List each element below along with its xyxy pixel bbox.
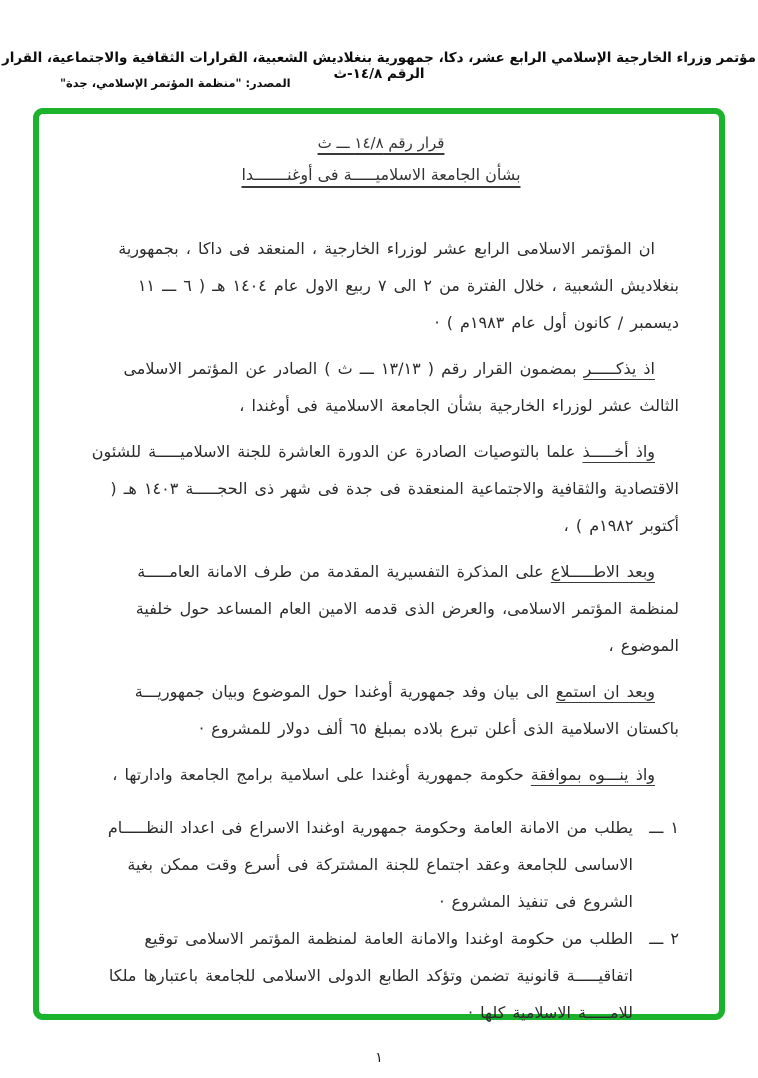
document-page [39, 114, 719, 1031]
paragraph-lead: وبعد ان استمع [555, 682, 655, 701]
body-paragraph-preamble [83, 230, 679, 341]
body-paragraph-recalling [83, 350, 679, 424]
header-source: المصدر: "منظمة المؤتمر الإسلامي، جدة" [60, 76, 291, 90]
paragraph-lead: واذ أخـــــذ [582, 442, 655, 461]
paragraph-text: حكومة جمهورية أوغندا على اسلامية برامج الجامعة وادارتها ، [112, 765, 531, 784]
paragraph-lead: اذ يذكـــــر [583, 359, 655, 378]
resolution-item-2 [83, 920, 679, 1031]
resolution-number-title: قرار رقم ١٤/٨ ـــ ث [317, 134, 445, 152]
body-paragraph-appreciating [83, 756, 679, 793]
document-frame [33, 108, 725, 1020]
item-number: ٢ ـــ [649, 929, 679, 948]
body-paragraph-having-reviewed [83, 553, 679, 664]
item-text: الطلب من حكومة اوغندا والامانة العامة لمنظمة المؤتمر الاسلامى توقيع اتفاقيـــــة قانونية تضمن وتؤكد الطابع الدولى الاسلامى للجامعة باعتبارها ملكا للامـــــة الاسلامية كلها · [108, 929, 633, 1022]
document-body [83, 230, 679, 1031]
item-text: يطلب من الامانة العامة وحكومة جمهورية اوغندا الاسراع فى اعداد النظـــــام الاساسى للجامعة وعقد اجتماع للجنة المشتركة فى أسرع وقت ممكن بغية الشروع فى تنفيذ المشروع · [107, 818, 633, 911]
page-number: ١ [375, 1050, 383, 1066]
paragraph-text: علما بالتوصيات الصادرة عن الدورة العاشرة للجنة الاسلاميـــــة للشئون الاقتصادية والثقافية والاجتماعية المنعقدة فى جدة فى شهر ذى الحجـــــة ١٤٠٣ هـ ( أكتوبر ١٩٨٢م ) ، [91, 442, 679, 535]
resolution-item-1 [83, 809, 679, 920]
paragraph-text: على المذكرة التفسيرية المقدمة من طرف الامانة العامـــــة لمنظمة المؤتمر الاسلامى، والعرض الذى قدمه الامين العام المساعد حول خلفية الموضوع ، [135, 562, 679, 655]
paragraph-lead: وبعد الاطـــــلاع [550, 562, 655, 581]
body-paragraph-having-heard [83, 673, 679, 747]
item-number: ١ ـــ [649, 818, 679, 837]
resolution-subject-title: بشأن الجامعة الاسلاميـــــة فى أوغنـــــــدا [241, 165, 521, 184]
body-paragraph-noting [83, 433, 679, 544]
paragraph-text: بمضمون القرار رقم ( ١٣/١٣ ـــ ث ) الصادر عن المؤتمر الاسلامى الثالث عشر لوزراء الخارجية بشأن الجامعة الاسلامية فى أوغندا ، [123, 359, 679, 415]
paragraph-lead: واذ ينـــوه بموافقة [530, 765, 655, 784]
header-citation: مؤتمر وزراء الخارجية الإسلامي الرابع عشر، دكا، جمهورية بنغلاديش الشعبية، القرارات الثقافية والاجتماعية، القرار الرقم ١٤/٨-ث [1, 50, 757, 82]
paragraph-text: ان المؤتمر الاسلامى الرابع عشر لوزراء الخارجية ، المنعقد فى داكا ، بجمهورية بنغلاديش الشعبية ، خلال الفترة من ٢ الى ٧ ربيع الاول عام ١٤٠٤ هـ ( ٦ ـــ ١١ ديسمبر / كانون أول عام ١٩٨٣م ) · [118, 239, 679, 332]
paragraph-text: الى بيان وفد جمهورية أوغندا حول الموضوع وبيان جمهوريـــة باكستان الاسلامية الذى أعلن تبرع بلاده بمبلغ ٦٥ ألف دولار للمشروع · [134, 682, 679, 738]
